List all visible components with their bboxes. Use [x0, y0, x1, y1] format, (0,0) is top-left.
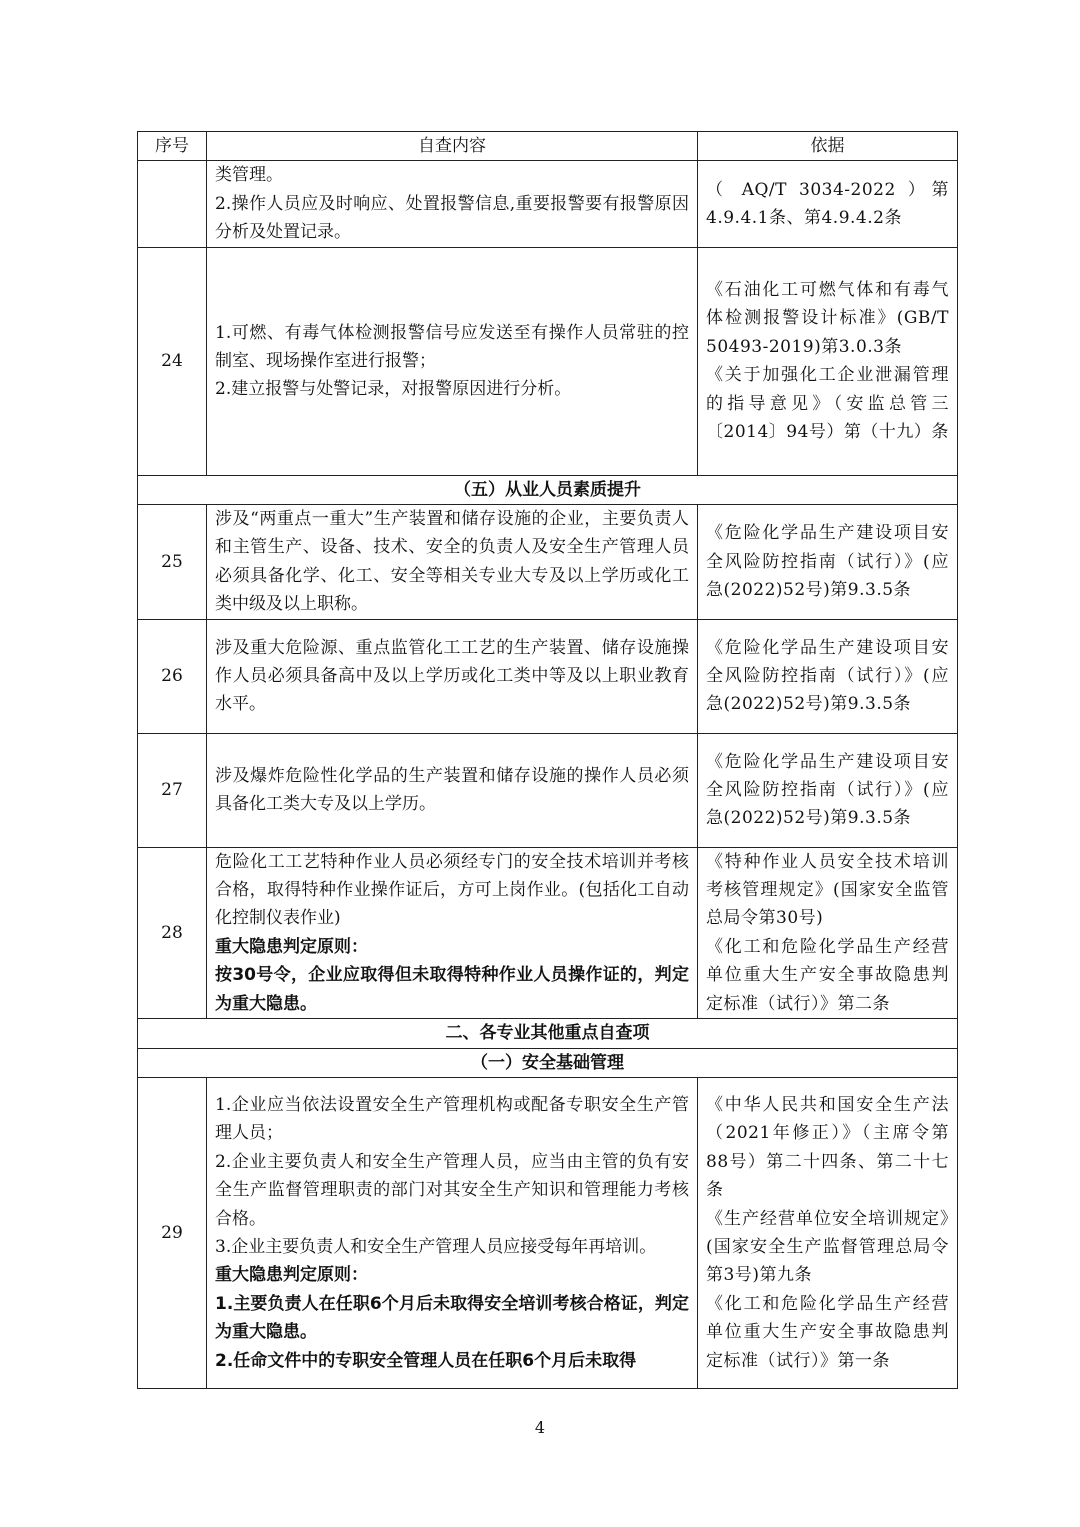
row-basis: [698, 619, 958, 733]
content-line: 涉及重大危险源、重点监管化工工艺的生产装置、储存设施操作人员必须具备高中及以上学历或化工类中等及以上职业教育水平。: [215, 637, 689, 715]
header-serial-number: 序号: [138, 132, 207, 161]
row-basis: [698, 1077, 958, 1388]
section-title: 二、各专业其他重点自查项: [138, 1019, 958, 1048]
section-title: （一）安全基础管理: [138, 1048, 958, 1077]
table-row: [138, 733, 958, 847]
basis-line: 《化工和危险化学品生产经营单位重大生产安全事故隐患判定标准（试行）》第一条: [706, 1293, 949, 1371]
content-line: 2.操作人员应及时响应、处置报警信息,重要报警要有报警原因分析及处置记录。: [215, 193, 689, 243]
row-basis: [698, 733, 958, 847]
content-line: 1.企业应当依法设置安全生产管理机构或配备专职安全生产管理人员；: [215, 1094, 689, 1144]
row-content: [207, 1077, 698, 1388]
basis-line: 《中华人民共和国安全生产法（2021年修正）》（主席令第88号）第二十四条、第二十七条: [706, 1094, 949, 1201]
content-line: 危险化工工艺特种作业人员必须经专门的安全技术培训并考核合格，取得特种作业操作证后，方可上岗作业。(包括化工自动化控制仪表作业): [215, 851, 689, 929]
table-header-row: [138, 132, 958, 161]
content-line: 3.企业主要负责人和安全生产管理人员应接受每年再培训。: [215, 1236, 657, 1257]
page-number: 4: [534, 1418, 546, 1437]
row-content: [207, 161, 698, 247]
header-basis: 依据: [698, 132, 958, 161]
content-line: 1.可燃、有毒气体检测报警信号应发送至有操作人员常驻的控制室、现场操作室进行报警；: [215, 322, 689, 371]
row-basis: [698, 505, 958, 620]
row-number: 27: [138, 733, 207, 847]
basis-line: 《特种作业人员安全技术培训考核管理规定》(国家安全监管总局令第30号): [706, 851, 949, 929]
table-row: [138, 619, 958, 733]
major-hazard-principle-text: 2.任命文件中的专职安全管理人员在任职6个月后未取得: [215, 1350, 637, 1371]
row-content: [207, 247, 698, 475]
content-line: 2.建立报警与处警记录，对报警原因进行分析。: [215, 379, 572, 400]
row-number: 26: [138, 619, 207, 733]
basis-line: 《石油化工可燃气体和有毒气体检测报警设计标准》(GB/T 50493-2019)第3.0.3条: [706, 279, 949, 357]
major-hazard-principle-heading: 重大隐患判定原则：: [215, 936, 368, 957]
content-line: 2.企业主要负责人和安全生产管理人员，应当由主管的负有安全生产监督管理职责的部门对其安全生产知识和管理能力考核合格。: [215, 1151, 689, 1229]
basis-line: 《化工和危险化学品生产经营单位重大生产安全事故隐患判定标准（试行）》第二条: [706, 936, 949, 1014]
basis-line: 《危险化学品生产建设项目安全风险防控指南（试行）》(应急(2022)52号)第9.3.5条: [706, 637, 949, 715]
table-row: [138, 505, 958, 620]
major-hazard-principle-text: 按30号令，企业应取得但未取得特种作业人员操作证的，判定为重大隐患。: [215, 965, 689, 1014]
basis-line: 《危险化学品生产建设项目安全风险防控指南（试行）》(应急(2022)52号)第9.3.5条: [706, 523, 949, 601]
major-hazard-principle-text: 1.主要负责人在任职6个月后未取得安全培训考核合格证，判定为重大隐患。: [215, 1293, 689, 1343]
row-content: [207, 847, 698, 1018]
row-basis: [698, 247, 958, 475]
row-number: [138, 161, 207, 247]
row-basis: [698, 161, 958, 247]
content-line: 涉及爆炸危险性化学品的生产装置和储存设施的操作人员必须具备化工类大专及以上学历。: [215, 765, 689, 815]
row-basis: [698, 847, 958, 1018]
row-number: 24: [138, 247, 207, 475]
section-row: [138, 475, 958, 504]
section-row: [138, 1048, 958, 1077]
table-row: [138, 161, 958, 247]
header-self-check-content: 自查内容: [207, 132, 698, 161]
row-content: [207, 619, 698, 733]
basis-line: 《生产经营单位安全培训规定》(国家安全生产监督管理总局令第3号)第九条: [706, 1208, 949, 1286]
row-number: 29: [138, 1077, 207, 1388]
table-row: [138, 247, 958, 475]
row-number: 25: [138, 505, 207, 620]
table-row: [138, 847, 958, 1018]
basis-line: 《关于加强化工企业泄漏管理的指导意见》（安监总管三〔2014〕94号）第（十九）条: [706, 365, 949, 442]
row-content: [207, 733, 698, 847]
row-content: [207, 505, 698, 620]
content-line: 涉及“两重点一重大”生产装置和储存设施的企业，主要负责人和主管生产、设备、技术、安全的负责人及安全生产管理人员必须具备化学、化工、安全等相关专业大专及以上学历或化工类中级及以上职称。: [215, 509, 689, 615]
major-hazard-principle-heading: 重大隐患判定原则：: [215, 1265, 368, 1286]
section-row: [138, 1019, 958, 1048]
content-line: 类管理。: [215, 165, 283, 186]
table-row: [138, 1077, 958, 1388]
row-number: 28: [138, 847, 207, 1018]
basis-line: （ AQ/T 3034-2022 ）第4.9.4.1条、第4.9.4.2条: [706, 179, 949, 229]
self-check-table: [137, 131, 958, 1389]
basis-line: 《危险化学品生产建设项目安全风险防控指南（试行）》(应急(2022)52号)第9.3.5条: [706, 751, 949, 829]
section-title: （五）从业人员素质提升: [138, 475, 958, 504]
